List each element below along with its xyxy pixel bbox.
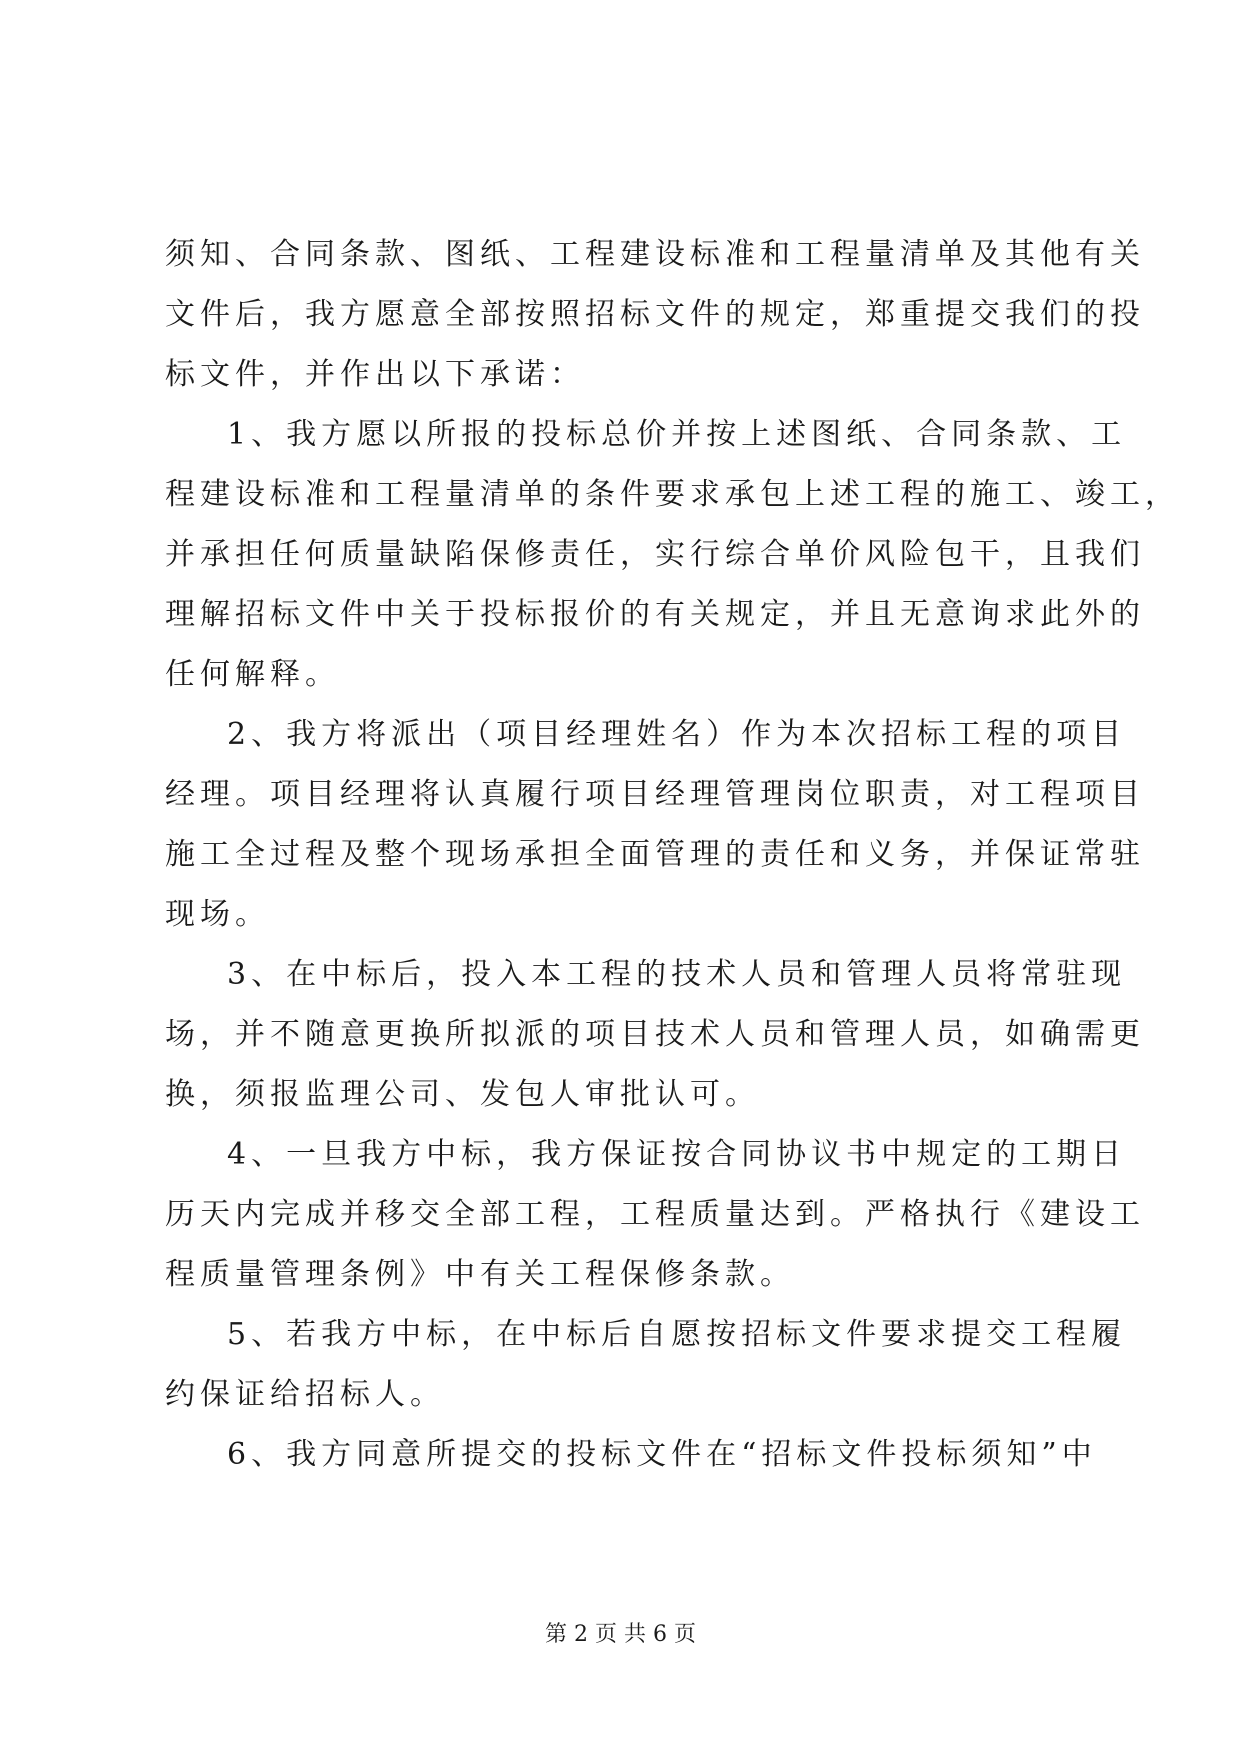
text-line: 施工全过程及整个现场承担全面管理的责任和义务，并保证常驻 — [165, 837, 1145, 872]
paragraph-3-first-line: 3、在中标后，投入本工程的技术人员和管理人员将常驻现 — [227, 957, 1127, 992]
text-line: 标文件，并作出以下承诺： — [165, 357, 585, 392]
text-line: 约保证给招标人。 — [165, 1377, 445, 1412]
text-line: 经理。项目经理将认真履行项目经理管理岗位职责，对工程项目 — [165, 777, 1145, 812]
text-line: 换，须报监理公司、发包人审批认可。 — [165, 1077, 760, 1112]
text-line: 现场。 — [165, 897, 270, 932]
paragraph-6-first-line: 6、我方同意所提交的投标文件在“招标文件投标须知”中 — [227, 1437, 1097, 1472]
paragraph-2-first-line: 2、我方将派出（项目经理姓名）作为本次招标工程的项目 — [227, 717, 1127, 752]
paragraph-5-first-line: 5、若我方中标，在中标后自愿按招标文件要求提交工程履 — [227, 1317, 1127, 1352]
text-line: 场，并不随意更换所拟派的项目技术人员和管理人员，如确需更 — [165, 1017, 1145, 1052]
text-line: 程质量管理条例》中有关工程保修条款。 — [165, 1257, 795, 1292]
text-line: 须知、合同条款、图纸、工程建设标准和工程量清单及其他有关 — [165, 237, 1145, 272]
text-line: 并承担任何质量缺陷保修责任，实行综合单价风险包干，且我们 — [165, 537, 1145, 572]
document-body — [165, 225, 1180, 1485]
paragraph-4-first-line: 4、一旦我方中标，我方保证按合同协议书中规定的工期日 — [227, 1137, 1127, 1172]
text-line: 文件后，我方愿意全部按照招标文件的规定，郑重提交我们的投 — [165, 297, 1145, 332]
page-number-footer: 第 2 页 共 6 页 — [545, 1622, 696, 1647]
text-line: 理解招标文件中关于投标报价的有关规定，并且无意询求此外的 — [165, 597, 1145, 632]
text-line: 历天内完成并移交全部工程，工程质量达到。严格执行《建设工 — [165, 1197, 1145, 1232]
paragraph-1-first-line: 1、我方愿以所报的投标总价并按上述图纸、合同条款、工 — [227, 417, 1127, 452]
text-line: 任何解释。 — [165, 657, 340, 692]
text-line: 程建设标准和工程量清单的条件要求承包上述工程的施工、竣工， — [165, 477, 1180, 512]
